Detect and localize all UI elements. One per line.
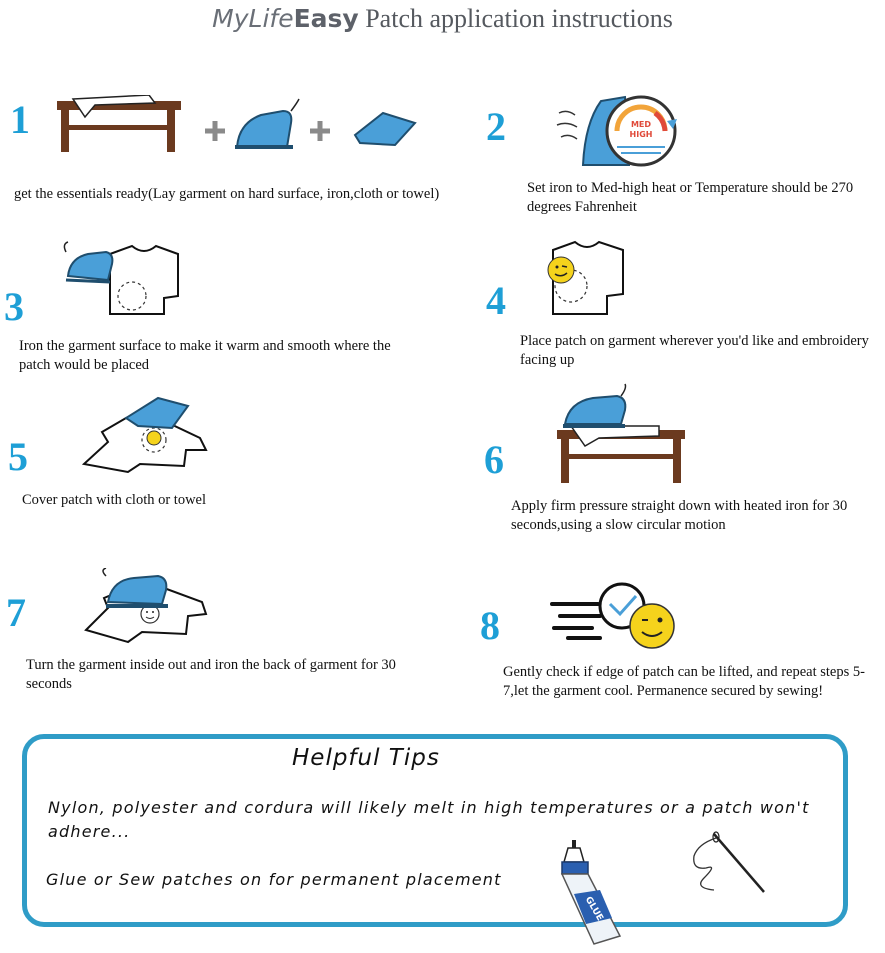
helpful-tips-title: Helpful Tips xyxy=(292,745,440,771)
title-text: Patch application instructions xyxy=(365,4,673,33)
iron-icon xyxy=(563,384,626,426)
step-4-text: Place patch on garment wherever you'd like and embroidery facing up xyxy=(520,333,869,368)
step-4-illustration xyxy=(545,238,635,318)
iron-icon xyxy=(235,99,299,147)
table-icon xyxy=(557,426,685,483)
iron-icon xyxy=(64,242,112,282)
step-8-illustration xyxy=(550,580,682,655)
iron-icon xyxy=(103,568,168,606)
step-7-number: 7 xyxy=(6,590,26,635)
towel-icon xyxy=(126,398,188,428)
glue-label: GLUE xyxy=(582,895,605,923)
speed-lines-icon xyxy=(552,604,600,638)
step-2-number: 2 xyxy=(486,104,506,149)
step-5-illustration xyxy=(82,394,212,474)
plus-icon xyxy=(205,121,225,141)
step-5-number: 5 xyxy=(8,434,28,479)
step-7-illustration xyxy=(82,568,212,648)
step-2-text: Set iron to Med-high heat or Temperature should be 270 degrees Fahrenheit xyxy=(527,180,854,215)
needle-thread-illustration xyxy=(684,830,768,900)
step-6-text: Apply firm pressure straight down with heated iron for 30 seconds,using a slow circular motion xyxy=(511,498,848,533)
heat-lines-icon xyxy=(557,111,577,139)
winking-smiley-icon xyxy=(630,604,674,648)
step-5-text: Cover patch with cloth or towel xyxy=(22,492,207,508)
step-6-illustration xyxy=(555,382,690,486)
step-7-text: Turn the garment inside out and iron the back of garment for 30 seconds xyxy=(26,657,396,692)
step-3-illustration xyxy=(60,240,185,320)
step-1-text: get the essentials ready(Lay garment on hard surface, iron,cloth or towel) xyxy=(14,186,440,202)
towel-icon xyxy=(355,113,415,145)
step-6-number: 6 xyxy=(484,437,504,482)
page-title xyxy=(0,4,885,34)
tip-1-text: Nylon, polyester and cordura will likely melt in high temperatures or a patch won't adhere... xyxy=(48,798,810,841)
step-1-number: 1 xyxy=(10,97,30,142)
dial-label-med: MED xyxy=(630,120,652,129)
smiley-patch-icon xyxy=(147,431,161,445)
brand-name-part2: Easy xyxy=(293,4,359,33)
table-icon xyxy=(57,95,181,152)
dial-label-high: HIGH xyxy=(629,130,653,139)
glue-bottle-icon xyxy=(562,840,620,944)
step-3-text: Iron the garment surface to make it warm and smooth where the patch would be placed xyxy=(19,338,391,373)
step-8-text: Gently check if edge of patch can be lifted, and repeat steps 5-7,let the garment cool. Permanence secured by sewing! xyxy=(503,664,865,699)
plus-icon-2 xyxy=(310,121,330,141)
smiley-patch-icon xyxy=(548,257,574,283)
step-8-number: 8 xyxy=(480,603,500,648)
patch-placement-circle xyxy=(118,282,146,310)
step-4-number: 4 xyxy=(486,278,506,323)
step-2-illustration xyxy=(555,93,685,173)
needle-thread-icon xyxy=(694,832,764,892)
glue-bottle-illustration xyxy=(560,838,632,948)
brand-name-part1: MyLife xyxy=(212,4,294,33)
step-3-number: 3 xyxy=(4,284,24,329)
step-1-illustration xyxy=(55,95,425,157)
tip-2-text: Glue or Sew patches on for permanent placement xyxy=(46,870,502,889)
